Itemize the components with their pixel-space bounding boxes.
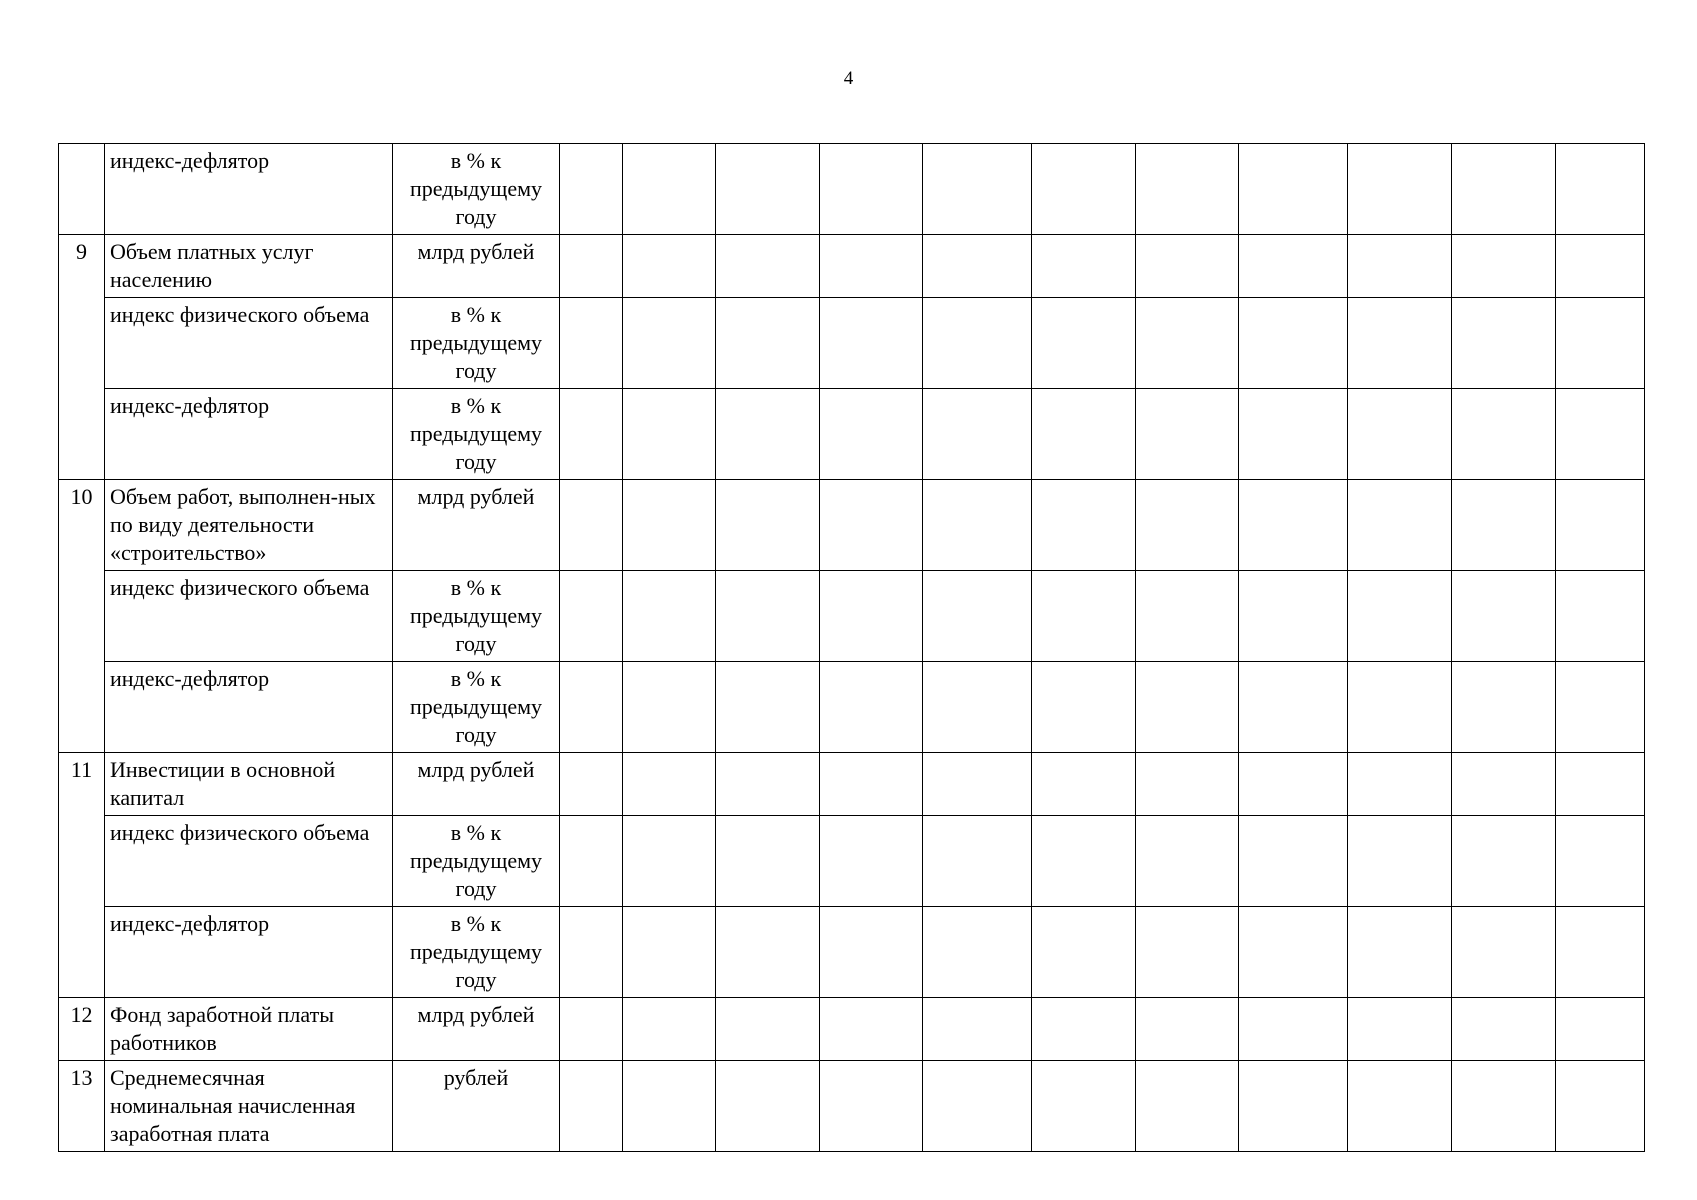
value-cell [1556, 480, 1645, 571]
value-cell [923, 662, 1032, 753]
value-cell [923, 298, 1032, 389]
value-cell [1556, 753, 1645, 816]
value-cell [1136, 753, 1239, 816]
value-cell [623, 907, 716, 998]
table-row [59, 389, 1645, 480]
value-cell [1556, 907, 1645, 998]
value-cell [560, 662, 623, 753]
value-cell [1032, 298, 1136, 389]
value-cell [623, 298, 716, 389]
value-cell [623, 816, 716, 907]
value-cell [1348, 753, 1452, 816]
table-row [59, 1061, 1645, 1152]
unit-of-measure: в % к предыдущему году [393, 816, 560, 907]
value-cell [1452, 144, 1556, 235]
indicator-name: Среднемесячная номинальная начисленная заработная плата [105, 1061, 393, 1152]
value-cell [1032, 144, 1136, 235]
value-cell [1556, 144, 1645, 235]
value-cell [1556, 1061, 1645, 1152]
value-cell [560, 1061, 623, 1152]
value-cell [1452, 753, 1556, 816]
table-row [59, 816, 1645, 907]
unit-of-measure: млрд рублей [393, 235, 560, 298]
value-cell [820, 753, 923, 816]
value-cell [560, 480, 623, 571]
value-cell [1348, 144, 1452, 235]
value-cell [716, 571, 820, 662]
table-row [59, 753, 1645, 816]
indicator-name: Инвестиции в основной капитал [105, 753, 393, 816]
value-cell [716, 662, 820, 753]
value-cell [1556, 662, 1645, 753]
value-cell [1452, 1061, 1556, 1152]
value-cell [1452, 298, 1556, 389]
indicator-name: индекс физического объема [105, 571, 393, 662]
indicators-table [58, 143, 1645, 1152]
value-cell [923, 753, 1032, 816]
value-cell [1136, 298, 1239, 389]
indicator-name: индекс физического объема [105, 298, 393, 389]
value-cell [623, 235, 716, 298]
table-row [59, 298, 1645, 389]
value-cell [560, 816, 623, 907]
value-cell [1239, 235, 1348, 298]
row-number: 11 [59, 753, 105, 998]
value-cell [716, 998, 820, 1061]
page-number: 4 [843, 68, 854, 89]
value-cell [1348, 1061, 1452, 1152]
value-cell [623, 480, 716, 571]
value-cell [1136, 998, 1239, 1061]
value-cell [923, 389, 1032, 480]
row-number: 13 [59, 1061, 105, 1152]
row-number [59, 144, 105, 235]
value-cell [923, 907, 1032, 998]
value-cell [1136, 389, 1239, 480]
value-cell [1032, 571, 1136, 662]
value-cell [1136, 1061, 1239, 1152]
value-cell [923, 1061, 1032, 1152]
value-cell [623, 571, 716, 662]
value-cell [820, 480, 923, 571]
value-cell [716, 480, 820, 571]
value-cell [820, 907, 923, 998]
table-row [59, 571, 1645, 662]
value-cell [560, 571, 623, 662]
value-cell [1136, 907, 1239, 998]
value-cell [1032, 389, 1136, 480]
unit-of-measure: млрд рублей [393, 480, 560, 571]
value-cell [820, 389, 923, 480]
table-body [59, 144, 1645, 1152]
table-row [59, 662, 1645, 753]
value-cell [1032, 662, 1136, 753]
indicator-name: индекс-дефлятор [105, 144, 393, 235]
value-cell [820, 998, 923, 1061]
value-cell [923, 816, 1032, 907]
value-cell [1032, 235, 1136, 298]
value-cell [716, 235, 820, 298]
value-cell [1239, 480, 1348, 571]
unit-of-measure: в % к предыдущему году [393, 389, 560, 480]
value-cell [560, 235, 623, 298]
value-cell [1136, 571, 1239, 662]
value-cell [1239, 907, 1348, 998]
indicator-name: индекс-дефлятор [105, 907, 393, 998]
indicator-name: индекс-дефлятор [105, 389, 393, 480]
value-cell [1348, 571, 1452, 662]
value-cell [623, 662, 716, 753]
value-cell [1556, 571, 1645, 662]
value-cell [1556, 389, 1645, 480]
value-cell [923, 144, 1032, 235]
value-cell [1239, 571, 1348, 662]
value-cell [1348, 662, 1452, 753]
table-row [59, 480, 1645, 571]
unit-of-measure: в % к предыдущему году [393, 907, 560, 998]
value-cell [1032, 753, 1136, 816]
value-cell [1239, 1061, 1348, 1152]
value-cell [820, 144, 923, 235]
indicator-name: Фонд заработной платы работников [105, 998, 393, 1061]
value-cell [820, 235, 923, 298]
value-cell [623, 753, 716, 816]
value-cell [1348, 480, 1452, 571]
value-cell [1239, 298, 1348, 389]
value-cell [923, 998, 1032, 1061]
value-cell [1239, 816, 1348, 907]
indicator-name: Объем платных услуг населению [105, 235, 393, 298]
value-cell [716, 298, 820, 389]
value-cell [623, 998, 716, 1061]
value-cell [1136, 480, 1239, 571]
value-cell [820, 571, 923, 662]
unit-of-measure: в % к предыдущему году [393, 144, 560, 235]
unit-of-measure: в % к предыдущему году [393, 298, 560, 389]
value-cell [1348, 298, 1452, 389]
value-cell [716, 1061, 820, 1152]
row-number: 9 [59, 235, 105, 480]
value-cell [1239, 998, 1348, 1061]
value-cell [1452, 235, 1556, 298]
unit-of-measure: млрд рублей [393, 753, 560, 816]
value-cell [623, 389, 716, 480]
value-cell [716, 816, 820, 907]
value-cell [1556, 998, 1645, 1061]
value-cell [1556, 298, 1645, 389]
row-number: 10 [59, 480, 105, 753]
value-cell [820, 298, 923, 389]
unit-of-measure: в % к предыдущему году [393, 571, 560, 662]
value-cell [1348, 907, 1452, 998]
value-cell [560, 753, 623, 816]
value-cell [560, 144, 623, 235]
value-cell [1452, 662, 1556, 753]
unit-of-measure: рублей [393, 1061, 560, 1152]
value-cell [1239, 389, 1348, 480]
value-cell [560, 389, 623, 480]
table-row [59, 907, 1645, 998]
value-cell [560, 298, 623, 389]
value-cell [716, 753, 820, 816]
table-row [59, 144, 1645, 235]
value-cell [1556, 235, 1645, 298]
value-cell [623, 1061, 716, 1152]
value-cell [716, 389, 820, 480]
value-cell [1032, 816, 1136, 907]
value-cell [1348, 389, 1452, 480]
value-cell [560, 998, 623, 1061]
value-cell [1452, 571, 1556, 662]
value-cell [1452, 816, 1556, 907]
value-cell [560, 907, 623, 998]
value-cell [716, 907, 820, 998]
value-cell [1348, 998, 1452, 1061]
value-cell [1452, 998, 1556, 1061]
value-cell [1239, 144, 1348, 235]
value-cell [1032, 998, 1136, 1061]
value-cell [1556, 816, 1645, 907]
value-cell [820, 816, 923, 907]
indicator-name: индекс-дефлятор [105, 662, 393, 753]
value-cell [1032, 907, 1136, 998]
value-cell [1136, 816, 1239, 907]
value-cell [623, 144, 716, 235]
table-row [59, 998, 1645, 1061]
value-cell [1348, 816, 1452, 907]
unit-of-measure: млрд рублей [393, 998, 560, 1061]
value-cell [1136, 235, 1239, 298]
value-cell [1136, 144, 1239, 235]
value-cell [1239, 662, 1348, 753]
value-cell [1239, 753, 1348, 816]
value-cell [1032, 1061, 1136, 1152]
indicator-name: Объем работ, выполнен-ных по виду деятельности «строительство» [105, 480, 393, 571]
value-cell [923, 480, 1032, 571]
value-cell [1032, 480, 1136, 571]
value-cell [1452, 907, 1556, 998]
row-number: 12 [59, 998, 105, 1061]
value-cell [1136, 662, 1239, 753]
unit-of-measure: в % к предыдущему году [393, 662, 560, 753]
value-cell [820, 1061, 923, 1152]
value-cell [716, 144, 820, 235]
value-cell [1452, 389, 1556, 480]
value-cell [1348, 235, 1452, 298]
value-cell [1452, 480, 1556, 571]
table-row [59, 235, 1645, 298]
value-cell [923, 571, 1032, 662]
value-cell [820, 662, 923, 753]
indicator-name: индекс физического объема [105, 816, 393, 907]
value-cell [923, 235, 1032, 298]
